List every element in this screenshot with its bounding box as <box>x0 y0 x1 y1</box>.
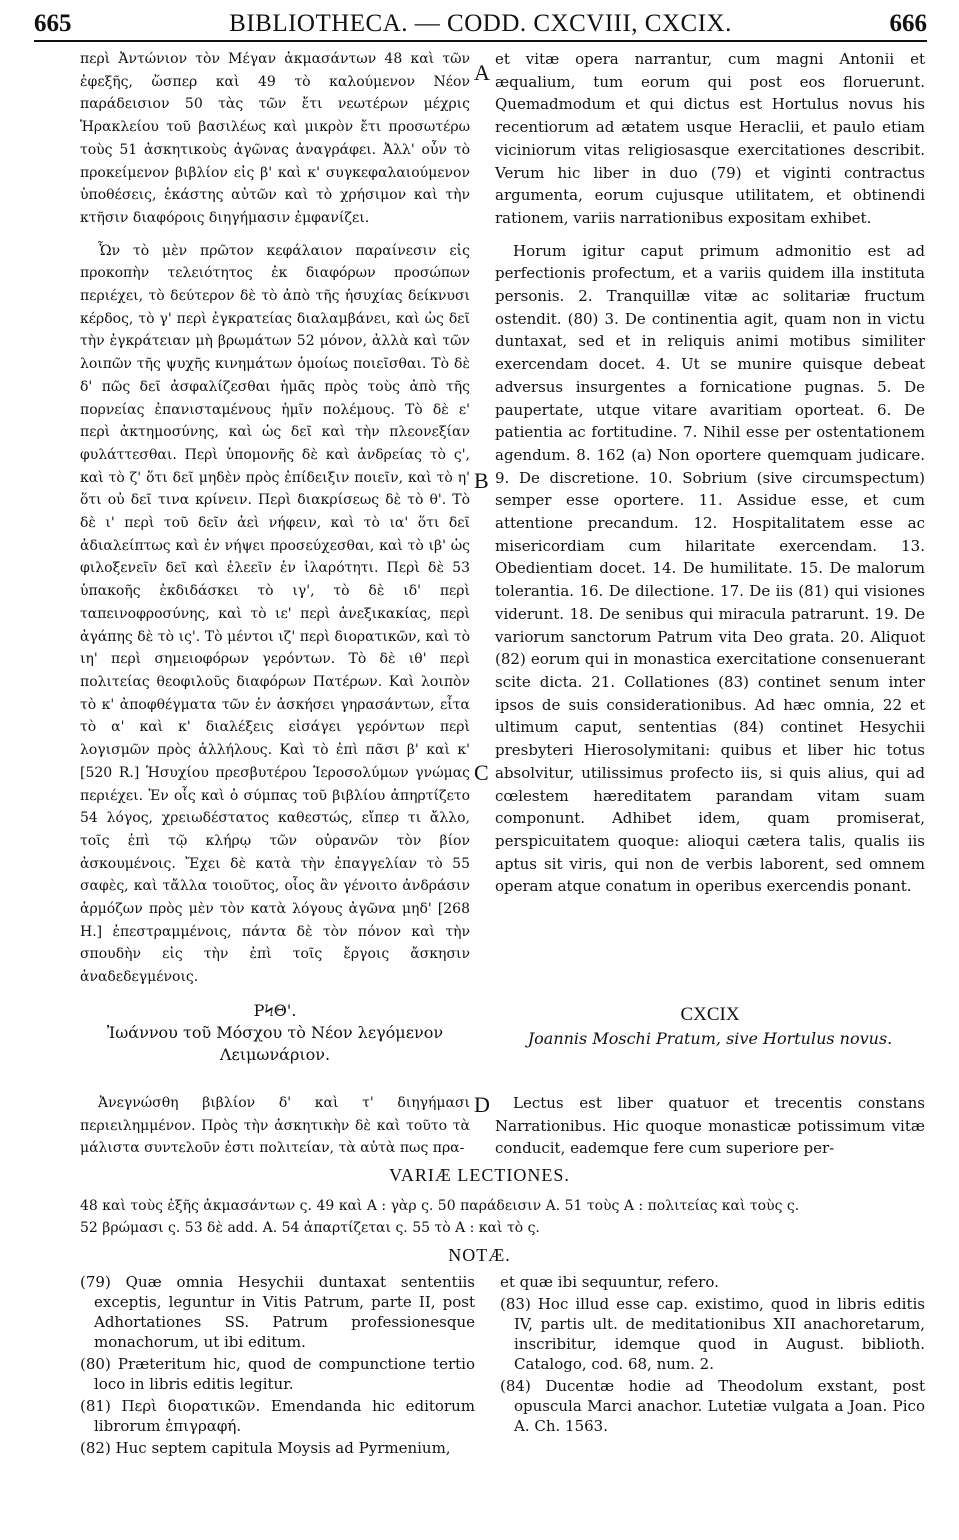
note-84: (84) Ducentæ hodie ad Theodolum exstant, post opuscula Marci anachor. Lutetiæ vulgata a Joan. Pico A. Ch. 1563. <box>500 1377 925 1435</box>
greek-cod-title: Ἰωάννου τοῦ Μόσχου τὸ Νέον λεγόμενον Λειμωνάριον. <box>106 1023 444 1064</box>
latin-cod-title: Joannis Moschi Pratum, sive Hortulus novus. <box>527 1029 893 1048</box>
margin-marker-c: C <box>474 760 489 785</box>
latin-column <box>495 48 925 898</box>
variae-lectiones <box>80 1195 925 1239</box>
variae-heading: VARIÆ LECTIONES. <box>389 1165 570 1185</box>
notae-right <box>500 1272 925 1438</box>
latin-paragraph-2: Horum igitur caput primum admonitio est ad perfectionis profectum, et a variis quidem illa institutа personis. 2. Tranquillæ vitæ ac solitariæ fructum ostendit. (80) 3. De continentia agit, quam non in victu duntaxat, sed et in reliquis animi motibus similiter exercendam docet. 4. Ut se munire quisque debeat adversus insurgentes a fornicatione pugnas. 5. De paupertate, utque vitare avaritiam oporteat. 6. De patientia ac fortitudine. 7. Nihil esse per ostentationem agendum. 8. 162 (a) Non oportere quemquam judicare. 9. De discretione. 10. Sobrium (sive circumspectum) semper esse oportere. 11. Assiduе esse, et cum attentione precandum. 12. Hospitalitatem esse ac misericordiam cum hilaritate exercendam. 13. Obedientiam docet. 14. De humilitate. 15. De malorum tolerantia. 16. De dilectione. 17. De iis (81) qui visiones viderunt. 18. De senibus qui miracula patrarunt. 19. De variorum sanctorum Patrum vita Deo grata. 20. Aliquot (82) eorum qui in monastica exercitatione consenuerant scite dicta. 21. Collationes (83) continet senum inter ipsos de suis considerationibus. Ad hæc omnia, 22 et ultimum caput, sententias (84) continet Hesychii presbyteri Hierosolymitani: quibus et liber hic totus absolvitur, utilissimus profecto iis, si quis alius, qui ad cœlestem hæreditatem parandam vitam suam componunt. Adhibet idem, quam promiserat, perspicuitatem quoque: alioqui cætera talis, qualis iis aptus sit viris, qui non de verbis laborent, sed omnem operam atque conatum in operibus exercendis ponant. <box>495 241 925 896</box>
note-82: (82) Huc septem capitula Moysis ad Pyrmenium, <box>80 1439 451 1457</box>
variae-line-1: 48 καὶ τοὺς ἐξῆς ἀκμασάντων ς. 49 καὶ A : γὰρ ς. 50 παράδεισιν A. 51 τοὺς A : πολιτείας καὶ τοὺς ς. <box>80 1198 800 1214</box>
margin-marker-d: D <box>474 1092 490 1117</box>
note-80: (80) Præteritum hic, quod de compunctione tertio loco in libris editis legitur. <box>80 1355 475 1393</box>
notae-left <box>80 1272 475 1460</box>
running-title: BIBLIOTHECA. — CODD. CXCVIII, CXCIX. <box>229 10 732 37</box>
note-81: (81) Περὶ διορατικῶν. Emendanda hic editorum librorum ἐπιγραφή. <box>80 1397 475 1435</box>
margin-marker-a: A <box>474 60 490 85</box>
note-83: (83) Hoc illud esse cap. existimo, quod in libris editis IV, partis ult. de meditationibus XII anachoretarum, inscribitur, idemque quod in August. biblioth. Catalogo, cod. 68, num. 2. <box>500 1295 925 1373</box>
latin-paragraph-3: Lectus est liber quatuor et trecentis constans Narrationibus. Hic quoque monasticæ potissimum vitæ conducit, eademque fere cum superiore per- <box>495 1094 925 1158</box>
greek-cod-heading <box>80 1000 470 1066</box>
latin-cod-heading <box>495 1003 925 1051</box>
latin-paragraph-1: et vitæ opera narrantur, cum magni Antonii et æqualium, tum eorum qui post eos floruerunt. Quemadmodum et qui dictus est Hortulus novus his recentiorum ad ætatem usque Heraclii, et paulo etiam viciniorum vitas religiosasque exercitationes describit. Verum hic liber in duo (79) et viginti contractus argumenta, eorum cujusque utilitatem, et obtinendi rationem, variis narrationibus expositam exhibet. <box>495 50 925 227</box>
latin-cod-text <box>495 1092 925 1160</box>
page-number-left: 665 <box>34 10 72 37</box>
greek-paragraph-1: περὶ Ἀντώνιον τὸν Μέγαν ἀκμασάντων 48 καὶ τῶν ἐφεξῆς, ὥσπερ καὶ 49 τὸ καλούμενον Νέον παράδεισιον 50 τὰς τῶν ἔτι νεωτέρων μέχρις Ἡρακλείου τοῦ βασιλέως καὶ μικρὸν ἔτι προσωτέρω τοὺς 51 ἀσκητικοὺς ἀγῶνας ἀναγράφει. Ἀλλ' οὖν τὸ προκείμενον βιβλίον εἰς β' καὶ κ' συγκεφαλαιούμενον ὑποθέσεις, ἑκάστης αὐτῶν καὶ τὸ χρήσιμον καὶ τὴν κτῆσιν διαφόροις διηγήμασιν ἐμφανίζει. <box>80 51 470 226</box>
variae-line-2: 52 βρώμασι ς. 53 δὲ add. A. 54 ἀπαρτίζεται ς. 55 τὸ A : καὶ τὸ ς. <box>80 1220 540 1236</box>
greek-paragraph-2: Ὧν τὸ μὲν πρῶτον κεφάλαιον παραίνεσιν εἰς προκοπὴν τελειότητος ἐκ διαφόρων προσώπων περιέχει, τὸ δεύτερον δὲ τὸ ἀπὸ τῆς ἡσυχίας δείκνυσι κέρδος, τὸ γ' περὶ ἐγκρατείας διαλαμβάνει, καὶ ὡς δεῖ τὴν ἐγκράτειαν μὴ βρωμάτων 52 μόνον, ἀλλὰ καὶ τῶν λοιπῶν τῆς ψυχῆς κινημάτων ὁμοίως ποιεῖσθαι. Τὸ δὲ δ' πῶς δεῖ ἀσφαλίζεσθαι ἡμᾶς πρὸς τοὺς ἀπὸ τῆς πορνείας ἐπανισταμένους ἡμῖν πολέμους. Τὸ δὲ ε' περὶ ἀκτημοσύνης, καὶ ὡς δεῖ καὶ τὴν πλεονεξίαν φυλάττεσθαι. Περὶ ὑπομονῆς δὲ καὶ ἀνδρείας τὸ ς', καὶ τὸ ζ' ὅτι δεῖ μηδὲν πρὸς ἐπίδειξιν ποιεῖν, καὶ τὸ η' ὅτι οὐ δεῖ τινα κρίνειν. Περὶ διακρίσεως δὲ τὸ θ'. Τὸ δὲ ι' περὶ τοῦ δεῖν ἀεὶ νήφειν, καὶ τὸ ια' ὅτι δεῖ ἀδιαλείπτως καὶ ἐν νήψει προσεύχεσθαι, καὶ τὸ ιβ' ὡς φιλοξενεῖν δεῖ καὶ ἐλεεῖν ἐν ἱλαρότητι. Περὶ δὲ 53 ὑπακοῆς ἐκδιδάσκει τὸ ιγ', τὸ δὲ ιδ' περὶ ταπεινοφροσύνης, καὶ τὸ ιε' περὶ ἀνεξικακίας, περὶ ἀγάπης δὲ τὸ ις'. Τὸ μέντοι ιζ' περὶ διορατικῶν, καὶ τὸ ιη' περὶ σημειοφόρων γερόντων. Τὸ δὲ ιθ' περὶ πολιτείας θεοφιλοῦς διαφόρων Πατέρων. Καὶ λοιπὸν τὸ κ' ἀποφθέγματα τῶν ἐν ἀσκήσει γηρασάντων, εἶτα τὸ α' καὶ κ' διαλέξεις εἰσάγει γερόντων περὶ λογισμῶν πρὸς ἀλλήλους. Καὶ τὸ ἐπὶ πᾶσι β' καὶ κ' [520 R.] Ἡσυχίου πρεσβυτέρου Ἱεροσολύμων γνώμας περιέχει. Ἐν οἷς καὶ ὁ σύμπας τοῦ βιβλίου ἀπηρτίζετο 54 λόγος, χρειωδέστατος καθεστώς, εἴπερ τι ἄλλο, τοῖς ἐπὶ τῷ κλήρῳ τῶν οὐρανῶν τὸν βίον ἀσκουμένοις. Ἔχει δὲ κατὰ τὴν ἐπαγγελίαν τὸ 55 σαφὲς, καὶ τἄλλα τοιοῦτος, οἷος ἂν γένοιτο ἀνδράσιν ἁρμόζων πρὸς μὲν τὸν κατὰ λόγους ἀγῶνα μηδ' [268 H.] ἐπεστραμμένοις, πάντα δὲ τὸν πόνον καὶ τὴν σπουδὴν εἰς τὴν ἐπὶ τοῖς ἔργοις ἄσκησιν ἀναδεδεγμένοις. <box>80 242 470 986</box>
note-82-cont: et quæ ibi sequuntur, refero. <box>500 1273 719 1291</box>
note-79: (79) Quæ omnia Hesychii duntaxat sententiis exceptis, leguntur in Vitis Patrum, parte II, post Adhortationes SS. Patrum professionesque monachorum, ut ibi editum. <box>80 1273 475 1351</box>
margin-marker-b: B <box>474 468 489 493</box>
page-number-right: 666 <box>889 10 927 37</box>
latin-cod-number: CXCIX <box>680 1004 740 1025</box>
greek-cod-text <box>80 1092 470 1160</box>
notae-heading: NOTÆ. <box>448 1245 511 1265</box>
greek-cod-number: ΡϞΘ'. <box>253 1001 297 1020</box>
greek-column <box>80 48 470 989</box>
greek-paragraph-3: Ἀνεγνώσθη βιβλίον δ' καὶ τ' διηγήμασι περιειλημμένον. Πρὸς τὴν ἀσκητικὴν δὲ καὶ τοῦτο τὰ μάλιστα συντελοῦν ἐστι πολιτείαν, τὰ αὐτὰ πως πρα- <box>80 1095 470 1157</box>
page-header <box>34 8 927 42</box>
